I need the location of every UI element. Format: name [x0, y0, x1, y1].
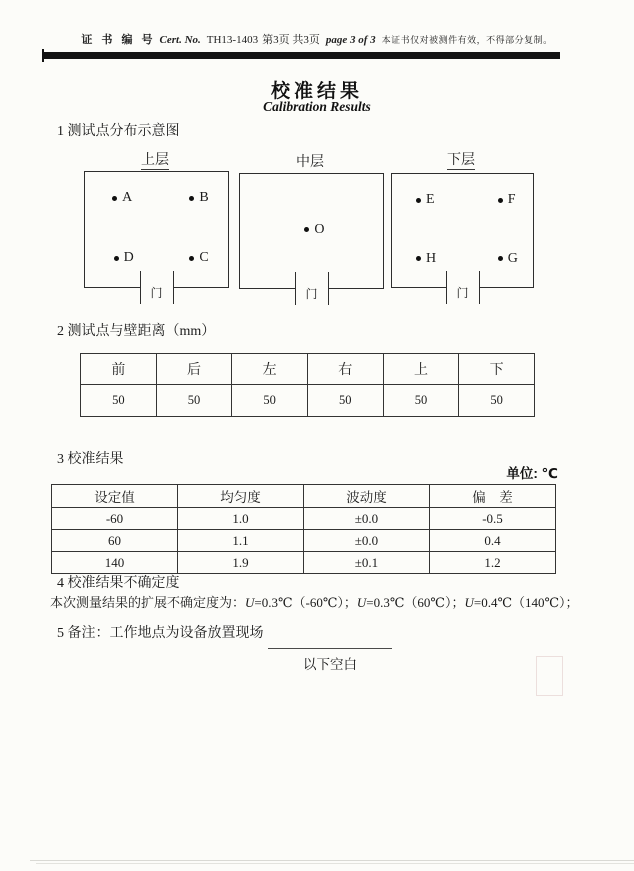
col-top: 上: [383, 354, 459, 385]
test-point: [498, 192, 516, 208]
diagram-label-upper-text: 上层: [141, 153, 169, 168]
point-marker-icon: [498, 198, 503, 203]
wall-distance-table: [80, 353, 535, 417]
uncertainty-value: =0.3℃（60℃）；: [366, 595, 465, 610]
uncertainty-symbol: U: [356, 595, 367, 610]
page-indicator-en: page 3 of 3: [325, 34, 376, 46]
point-marker-icon: [416, 198, 421, 203]
section3-heading: 3 校准结果: [57, 452, 124, 467]
cell-set-value: -60: [52, 508, 178, 530]
end-note: 以下空白: [303, 657, 357, 672]
col-fluctuation: 波动度: [304, 485, 430, 508]
table-row: [52, 552, 556, 574]
diagram-lower-layer: [391, 173, 534, 300]
cell-fluctuation: ±0.1: [304, 552, 430, 574]
end-note-rule: [268, 648, 392, 649]
cell-set-value: 140: [52, 552, 178, 574]
point-label-C: C: [199, 250, 209, 266]
point-marker-icon: [114, 256, 119, 261]
distance-value: 50: [81, 385, 157, 417]
diagram-label-lower: [431, 149, 491, 169]
test-point: [498, 251, 518, 267]
bottom-scan-line: [30, 860, 634, 861]
col-right: 右: [307, 354, 383, 385]
cert-number-value: TH13-1403: [206, 34, 259, 46]
page-title: 校准结果: [270, 81, 363, 102]
copy-restriction-notice: 本证书仅对被测件有效，不得部分复制。: [381, 35, 553, 45]
point-label-B: B: [199, 190, 209, 206]
table-header-row: [81, 354, 535, 385]
section1-heading: 1 测试点分布示意图: [57, 124, 180, 139]
cell-deviation: 1.2: [430, 552, 556, 574]
header: [0, 31, 634, 47]
section4-heading: 4 校准结果不确定度: [57, 576, 180, 591]
uncertainty-value: =0.3℃（-60℃）；: [254, 595, 357, 610]
distance-value: 50: [156, 385, 232, 417]
col-bottom: 下: [459, 354, 535, 385]
door-label: 门: [150, 286, 163, 300]
test-point: [304, 222, 324, 238]
page-title-en: Calibration Results: [263, 99, 371, 114]
col-deviation: 偏 差: [430, 485, 556, 508]
door-label: 门: [305, 287, 318, 301]
point-label-D: D: [123, 250, 134, 266]
uncertainty-statement: [50, 592, 579, 611]
cell-fluctuation: ±0.0: [304, 530, 430, 552]
test-point: [114, 250, 134, 266]
point-label-G: G: [507, 250, 518, 266]
col-uniformity: 均匀度: [178, 485, 304, 508]
bottom-scan-line: [36, 863, 634, 864]
point-marker-icon: [112, 196, 117, 201]
cell-deviation: -0.5: [430, 508, 556, 530]
col-left: 左: [232, 354, 308, 385]
diagram-label-middle: [280, 151, 340, 171]
cell-set-value: 60: [52, 530, 178, 552]
point-label-F: F: [507, 192, 516, 208]
section5-heading: 5 备注：工作地点为设备放置现场: [57, 626, 264, 641]
scan-artifact: [536, 656, 563, 696]
distance-value: 50: [459, 385, 535, 417]
point-label-O: O: [314, 221, 325, 237]
uncertainty-prefix: 本次测量结果的扩展不确定度为：: [50, 595, 246, 610]
point-marker-icon: [304, 227, 309, 232]
cell-fluctuation: ±0.0: [304, 508, 430, 530]
point-label-H: H: [425, 250, 437, 266]
col-back: 后: [156, 354, 232, 385]
test-point: [416, 192, 435, 208]
door-gap: [140, 271, 174, 304]
diagram-upper-layer: [84, 171, 229, 300]
point-marker-icon: [189, 196, 194, 201]
cert-number-label-en: Cert. No.: [159, 34, 201, 46]
door-label: 门: [456, 286, 469, 300]
cell-uniformity: 1.0: [178, 508, 304, 530]
header-rule: [42, 52, 560, 59]
distance-value: 50: [383, 385, 459, 417]
uncertainty-symbol: U: [245, 595, 255, 610]
diagram-middle-layer: [239, 173, 384, 301]
point-label-A: A: [122, 190, 133, 206]
cell-uniformity: 1.1: [178, 530, 304, 552]
test-point: [416, 251, 436, 267]
test-point: [112, 190, 132, 206]
point-marker-icon: [189, 256, 194, 261]
door-gap: [295, 272, 329, 305]
test-point: [189, 250, 208, 266]
point-label-E: E: [425, 192, 435, 208]
cert-number-label: 证 书 编 号: [81, 34, 156, 46]
diagram-label-middle-text: 中层: [296, 155, 324, 170]
door-gap: [446, 271, 480, 304]
diagram-label-upper: [125, 149, 185, 169]
point-marker-icon: [498, 256, 503, 261]
unit-label: 单位: ℃: [506, 466, 558, 481]
diagram-label-lower-text: 下层: [447, 153, 475, 168]
distance-value: 50: [232, 385, 308, 417]
col-set-value: 设定值: [52, 485, 178, 508]
table-value-row: [81, 385, 535, 417]
page-indicator-cn: 第3页 共3页: [262, 34, 320, 46]
col-front: 前: [81, 354, 157, 385]
table-header-row: [52, 485, 556, 508]
uncertainty-value: =0.4℃（140℃）；: [473, 595, 579, 610]
table-row: [52, 530, 556, 552]
table-row: [52, 508, 556, 530]
calibration-results-table: [51, 484, 556, 574]
point-marker-icon: [416, 256, 421, 261]
section2-heading: 2 测试点与壁距离（mm）: [57, 324, 216, 339]
cell-deviation: 0.4: [430, 530, 556, 552]
test-point: [189, 190, 208, 206]
distance-value: 50: [307, 385, 383, 417]
cell-uniformity: 1.9: [178, 552, 304, 574]
uncertainty-symbol: U: [464, 595, 474, 610]
